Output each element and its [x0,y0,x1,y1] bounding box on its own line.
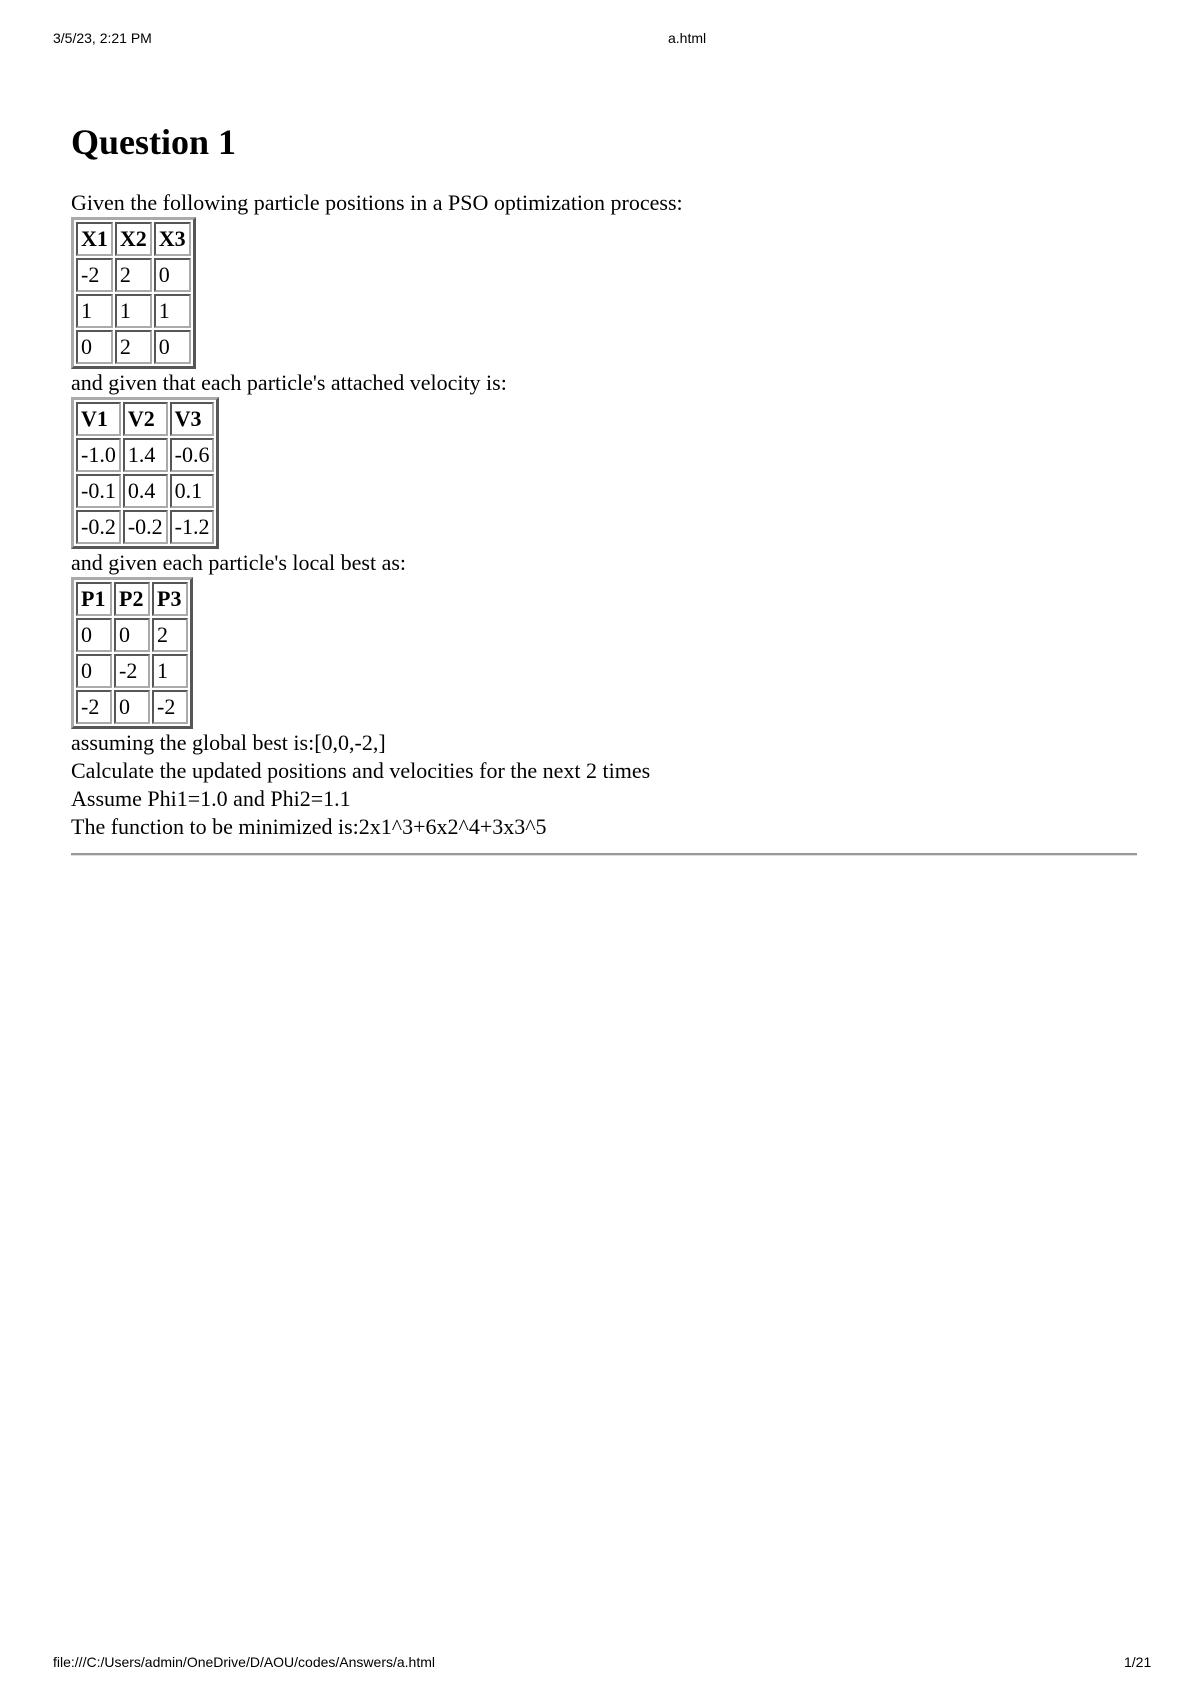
table-row [76,294,191,328]
question-content [71,122,1137,856]
phi-text: Assume Phi1=1.0 and Phi2=1.1 [71,786,351,812]
table-header-cell: P3 [152,582,188,616]
local-best-text: and given each particle's local best as: [71,550,407,576]
table-cell: 0 [76,618,112,652]
table-header-row [76,222,191,256]
table-header-cell: X2 [115,222,152,256]
table-cell: 2 [115,258,152,292]
table-cell: -2 [76,690,112,724]
table-cell: 0 [76,330,113,364]
local-best-table [71,577,193,729]
table-header-row [76,582,188,616]
table-cell: -2 [114,654,150,688]
table-header-cell: V2 [123,402,168,436]
table-row [76,258,191,292]
table-cell: -1.2 [170,510,215,544]
table-cell: -1.0 [76,438,121,472]
print-file-path: file:///C:/Users/admin/OneDrive/D/AOU/codes/Answers/a.html [53,1654,436,1670]
positions-table [71,217,196,369]
table-cell: -2 [152,690,188,724]
velocity-text: and given that each particle's attached velocity is: [71,370,507,396]
table-header-cell: X1 [76,222,113,256]
table-cell: 0 [154,330,191,364]
table-cell: 1 [115,294,152,328]
table-cell: 2 [152,618,188,652]
function-text: The function to be minimized is:2x1^3+6x2^4+3x3^5 [71,814,547,840]
table-cell: 0 [114,618,150,652]
table-row [76,510,214,544]
table-row [76,690,188,724]
velocities-table [71,397,219,549]
table-cell: 0.1 [170,474,215,508]
question-heading: Question 1 [71,122,237,162]
table-header-row [76,402,214,436]
calculate-text: Calculate the updated positions and velocities for the next 2 times [71,758,651,784]
print-datetime: 3/5/23, 2:21 PM [53,30,152,46]
table-row [76,330,191,364]
table-cell: -2 [76,258,113,292]
table-cell: -0.6 [170,438,215,472]
table-row [76,618,188,652]
table-cell: 0 [154,258,191,292]
table-header-cell: X3 [154,222,191,256]
table-cell: 1 [154,294,191,328]
table-cell: -0.2 [76,510,121,544]
intro-text: Given the following particle positions in a PSO optimization process: [71,190,683,216]
table-cell: 0.4 [123,474,168,508]
table-cell: 1 [76,294,113,328]
table-cell: 0 [114,690,150,724]
table-header-cell: P2 [114,582,150,616]
table-cell: 2 [115,330,152,364]
horizontal-rule [71,853,1137,856]
print-page-number: 1/21 [1124,1654,1152,1670]
table-cell: 0 [76,654,112,688]
table-row [76,438,214,472]
table-header-cell: V1 [76,402,121,436]
table-row [76,474,214,508]
table-header-cell: P1 [76,582,112,616]
global-best-text: assuming the global best is:[0,0,-2,] [71,730,386,756]
table-header-cell: V3 [170,402,215,436]
table-cell: 1.4 [123,438,168,472]
table-row [76,654,188,688]
table-cell: -0.1 [76,474,121,508]
table-cell: 1 [152,654,188,688]
print-page-title: a.html [668,30,707,46]
table-cell: -0.2 [123,510,168,544]
